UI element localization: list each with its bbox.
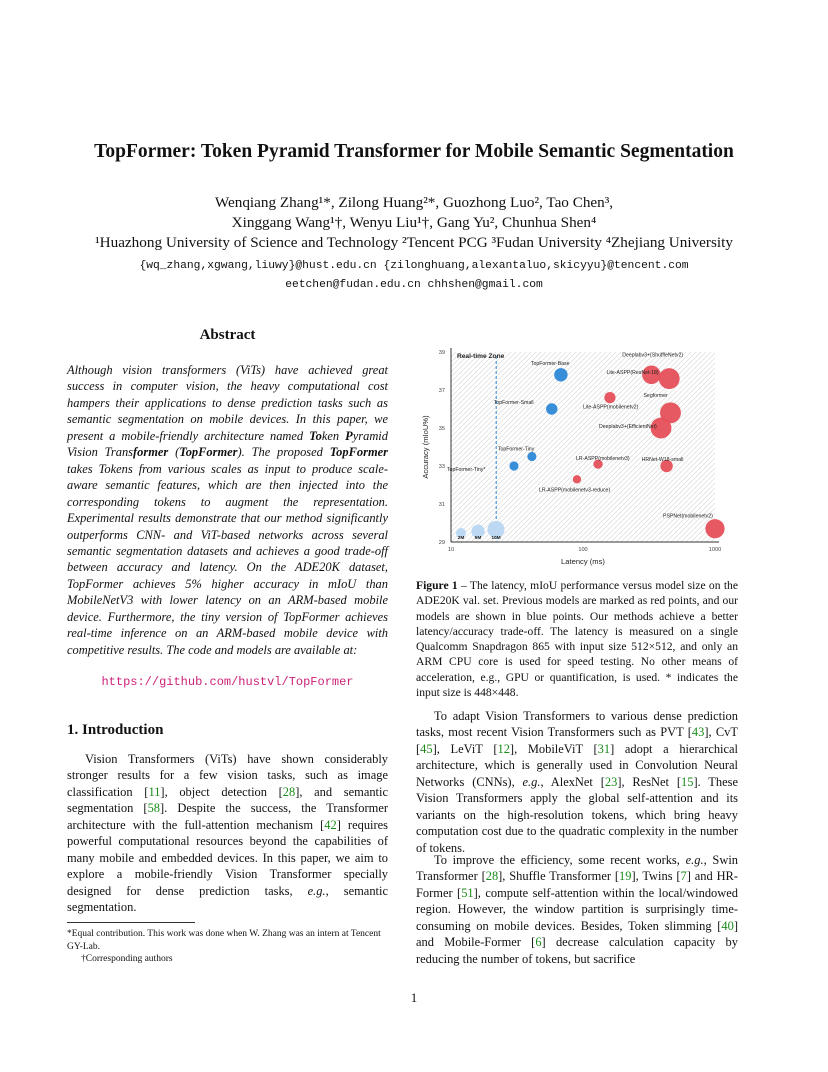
real-time-zone-label: Real-time Zone: [457, 353, 505, 360]
paper-title: TopFormer: Token Pyramid Transformer for Mobile Semantic Segmentation: [94, 141, 734, 162]
y-tick-label: 33: [438, 464, 445, 470]
data-point: [509, 461, 518, 470]
x-tick-label: 10: [447, 547, 455, 553]
footnote-equal: *Equal contribution. This work was done when W. Zhang was an intern at Tencent GY-Lab.: [67, 929, 381, 952]
data-point-label: PSPNet(mobilenetv2): [663, 513, 713, 520]
figure-1-caption: Figure 1 – The latency, mIoU performance versus model size on the ADE20K val. set. Previous models are marked as red points, and our models are shown in blue points. Our methods achieve a better latency/accuracy trade-off. The latency is measured on a single Qualcomm Snapdragon 865 with input size 512×512, and only an ARM CPU core is used for speed testing. No other means of acceleration, e.g., GPU or quantification, is used. * indicates the input size is 448×448.: [416, 579, 738, 700]
size-legend-label: 10M: [491, 536, 501, 541]
authors-line-2: Xinggang Wang¹†, Wenyu Liu¹†, Gang Yu², Chunhua Shen⁴: [231, 214, 597, 231]
y-tick-label: 31: [438, 502, 445, 508]
y-tick-label: 39: [438, 350, 445, 356]
intro-heading: 1. Introduction: [67, 722, 164, 738]
emails-line-1: {wq_zhang,xgwang,liuwy}@hust.edu.cn {zilonghuang,alexantaluo,skicyyu}@tencent.com: [139, 260, 689, 272]
data-point-label: Segformer: [643, 392, 668, 399]
affiliations: ¹Huazhong University of Science and Technology ²Tencent PCG ³Fudan University ⁴Zhejiang University: [95, 234, 733, 251]
figure-1-chart: [418, 330, 743, 572]
page-number: 1: [410, 990, 418, 1005]
footnote-corresponding: †Corresponding authors: [81, 954, 173, 964]
data-point: [554, 368, 567, 381]
data-point-label: HRNet-W18-small: [641, 457, 684, 463]
intro-paragraph: Vision Transformers (ViTs) have shown considerably stronger results for a few vision tasks, such as image classification [11], object detection [28], and semantic segmentation [58]. Despite the success, the Transformer architecture with the full-attention mechanism [42] requires powerful computational resources beyond the capabilities of many mobile and embedded devices. In this paper, we aim to explore a mobile-friendly Vision Transformer specially designed for dense prediction tasks, e.g., semantic segmentation.: [67, 752, 388, 915]
abstract-heading: Abstract: [199, 327, 256, 343]
y-tick-label: 37: [438, 388, 445, 394]
data-point: [705, 519, 724, 538]
data-point: [604, 392, 615, 403]
y-axis-label: Accuracy (mIoU%): [421, 415, 430, 479]
data-point: [546, 403, 557, 414]
footnote-rule: [67, 922, 195, 923]
data-point-label: LR-ASPP(mobilenetv3): [576, 456, 630, 463]
abstract-body: Although vision transformers (ViTs) have achieved great success in computer vision, the heavy computational cost hampers their applications to dense prediction tasks such as semantic segmentation on mobile devices. In this paper, we present a mobile-friendly architecture named Token Pyramid Vision Transformer (TopFormer). The proposed TopFormer takes Tokens from various scales as input to produce scale-aware semantic features, which are then injected into the corresponding tokens to augment the representation. Experimental results demonstrate that our method significantly outperforms CNN- and ViT-based networks across several semantic segmentation datasets and achieves a good trade-off between accuracy and latency. On the ADE20K dataset, TopFormer achieves 5% higher accuracy in mIoU than MobileNetV3 with lower latency on an ARM-based mobile device. Furthermore, the tiny version of TopFormer achieves real-time inference on an ARM-based mobile device with competitive results. The code and models are available at:: [67, 363, 388, 657]
data-point-label: TopFormer-Small: [493, 400, 534, 406]
x-tick-label: 1000: [708, 547, 722, 553]
data-point: [527, 452, 536, 461]
right-paragraph-1: To adapt Vision Transformers to various dense prediction tasks, most recent Vision Transformers such as PVT [43], CvT [45], LeViT [12], MobileViT [31] adopt a hierarchical architecture, which is generally used in Convolution Neural Networks (CNNs), e.g., AlexNet [23], ResNet [15]. These Vision Transformers apply the global self-attention and its variants on the high-resolution tokens, which bring heavy computation cost due to the quadratic complexity in the number of tokens.: [416, 709, 739, 855]
data-point-label: Deeplabv3+(EfficientNet): [599, 424, 657, 430]
y-tick-label: 29: [438, 540, 445, 546]
size-legend-label: 2M: [457, 536, 465, 541]
authors-line-1: Wenqiang Zhang¹*, Zilong Huang²*, Guozhong Luo², Tao Chen³,: [214, 194, 614, 211]
x-axis-label: Latency (ms): [561, 557, 605, 566]
data-point-label: TopFormer-Tiny*: [446, 467, 486, 473]
code-link[interactable]: https://github.com/hustvl/TopFormer: [101, 675, 354, 689]
right-paragraph-2: To improve the efficiency, some recent works, e.g., Swin Transformer [28], Shuffle Transformer [19], Twins [7] and HR-Former [51], compute self-attention within the local/windowed region. However, the window partition is surprisingly time-consuming on mobile devices. Besides, Token slimming [40] and Mobile-Former [6] decrease calculation capacity by reducing the number of tokens, but sacrifice: [416, 853, 738, 966]
data-point: [659, 368, 680, 389]
data-point-label: LR-ASPP(mobilenetv3-reduce): [538, 487, 611, 494]
emails-line-2: eetchen@fudan.edu.cn chhshen@gmail.com: [285, 279, 543, 291]
x-tick-label: 100: [578, 547, 588, 553]
data-point-label: Lite-ASPP(mobilenetv2): [582, 404, 639, 411]
data-point: [573, 475, 581, 483]
data-point-label: TopFormer-Base: [530, 360, 570, 367]
data-point-label: Lite-ASPP(ResNet-18): [606, 369, 659, 376]
data-point-label: TopFormer-Tiny: [497, 446, 535, 453]
size-legend-label: 5M: [474, 536, 482, 541]
code-link-wrap: [67, 672, 388, 690]
y-tick-label: 35: [438, 426, 445, 432]
data-point-label: Deeplabv3+(ShuffleNetv2): [622, 352, 684, 359]
